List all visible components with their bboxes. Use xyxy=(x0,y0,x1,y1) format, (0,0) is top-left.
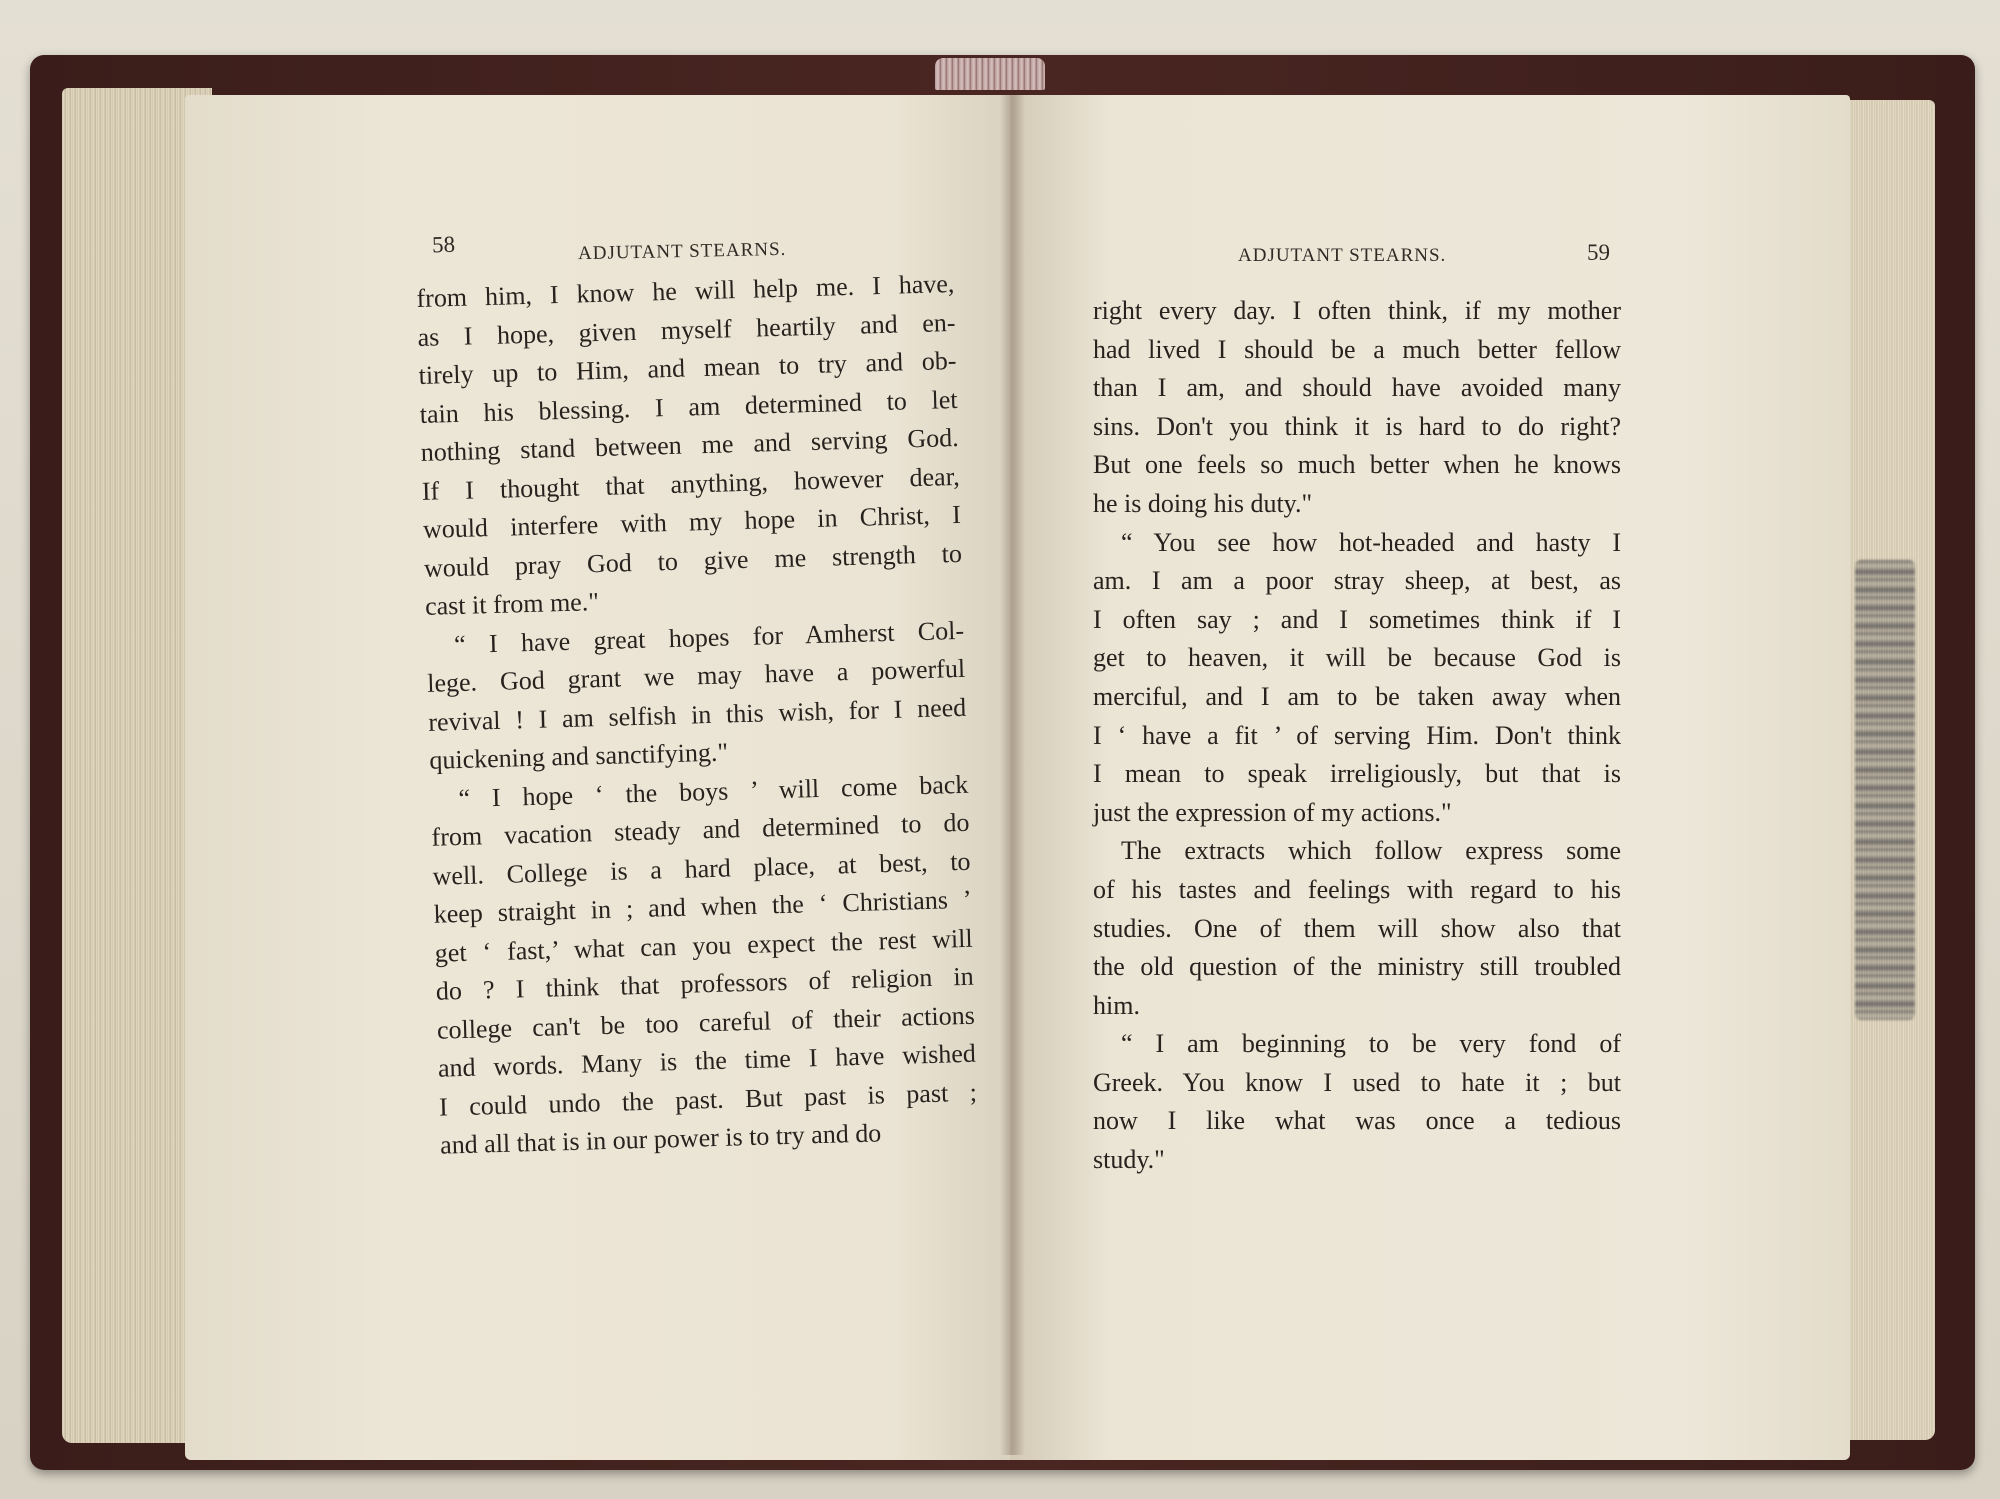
text-line: merciful, and I am to be taken away when xyxy=(1093,681,1621,711)
text-line: from him, I know he will help me. I have, xyxy=(416,268,955,313)
text-line: would pray God to give me strength to xyxy=(423,538,963,583)
book-headband xyxy=(935,58,1045,90)
text-line: revival ! I am selfish in this wish, for I need xyxy=(427,692,967,737)
text-line: had lived I should be a much better fellow xyxy=(1093,334,1621,364)
text-line: am. I am a poor stray sheep, at best, as xyxy=(1093,566,1621,596)
text-line: tain his blessing. I am determined to let xyxy=(419,384,958,429)
left-page-number: 58 xyxy=(431,231,456,258)
text-line: and words. Many is the time I have wished xyxy=(437,1038,977,1083)
right-page-number: 59 xyxy=(1587,240,1610,265)
text-line: get to heaven, it will be because God is xyxy=(1093,643,1621,673)
text-line: and all that is in our power is to try and do xyxy=(439,1118,882,1160)
right-running-head: ADJUTANT STEARNS. xyxy=(1238,245,1447,266)
text-line: do ? I think that professors of religion in xyxy=(435,961,975,1006)
text-line: now I like what was once a tedious xyxy=(1093,1106,1621,1136)
text-line: than I am, and should have avoided many xyxy=(1093,373,1621,403)
text-line: study." xyxy=(1093,1145,1165,1175)
text-line: tirely up to Him, and mean to try and ob- xyxy=(418,345,957,390)
text-line: lege. God grant we may have a powerful xyxy=(426,653,966,698)
book-gutter xyxy=(1000,95,1025,1455)
text-line: college can't be too careful of their actions xyxy=(436,1000,976,1045)
text-line: nothing stand between me and serving God. xyxy=(420,422,960,467)
text-line: I could undo the past. But past is past ; xyxy=(438,1077,978,1122)
text-line: quickening and sanctifying." xyxy=(429,737,729,775)
text-line: the old question of the ministry still troubled xyxy=(1093,952,1621,982)
text-line: “ I hope ‘ the boys ’ will come back xyxy=(458,769,969,813)
text-line: as I hope, given myself heartily and en- xyxy=(417,307,956,352)
text-line: If I thought that anything, however dear, xyxy=(421,461,961,506)
text-line: of his tastes and feelings with regard to his xyxy=(1093,874,1621,904)
text-line: just the expression of my actions." xyxy=(1093,797,1452,827)
right-page-text xyxy=(1093,292,1621,1180)
text-line: keep straight in ; and when the ‘ Christians ’ xyxy=(433,884,972,929)
page-edge-stain xyxy=(1855,560,1915,1020)
text-line: studies. One of them will show also that xyxy=(1093,913,1621,943)
text-line: cast it from me." xyxy=(424,587,600,621)
text-line: from vacation steady and determined to do xyxy=(431,807,970,852)
text-line: would interfere with my hope in Christ, I xyxy=(422,499,962,544)
text-line: I mean to speak irreligiously, but that is xyxy=(1093,759,1621,789)
text-line: The extracts which follow express some xyxy=(1121,836,1621,866)
text-line: him. xyxy=(1093,990,1140,1020)
text-line: he is doing his duty." xyxy=(1093,488,1313,518)
text-line: Greek. You know I used to hate it ; but xyxy=(1093,1067,1621,1097)
text-line: I ‘ have a fit ’ of serving Him. Don't think xyxy=(1093,720,1621,750)
text-line: sins. Don't you think it is hard to do right? xyxy=(1093,411,1621,441)
text-line: get ‘ fast,’ what can you expect the rest will xyxy=(434,923,973,968)
left-page-text xyxy=(416,265,979,1165)
left-running-head: ADJUTANT STEARNS. xyxy=(577,238,787,265)
text-line: “ I am beginning to be very fond of xyxy=(1121,1029,1621,1059)
text-line: well. College is a hard place, at best, to xyxy=(432,846,971,891)
text-line: But one feels so much better when he knows xyxy=(1093,450,1621,480)
text-line: “ You see how hot-headed and hasty I xyxy=(1121,527,1621,557)
text-line: “ I have great hopes for Amherst Col- xyxy=(453,615,965,659)
text-line: right every day. I often think, if my mother xyxy=(1093,296,1621,325)
text-line: I often say ; and I sometimes think if I xyxy=(1093,604,1621,634)
